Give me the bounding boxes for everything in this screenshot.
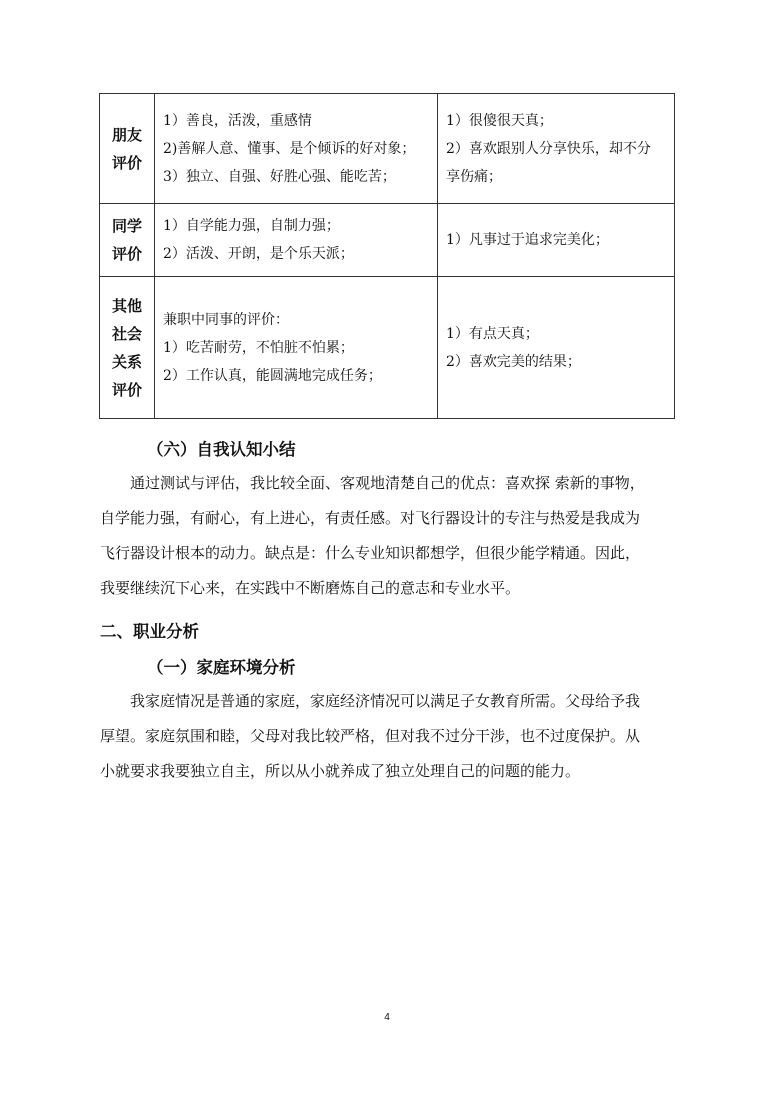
category-label: 社会 <box>111 324 142 343</box>
evaluation-line: 3）独立、自强、好胜心强、能吃苦； <box>163 168 396 185</box>
paragraph-line: 我家庭情况是普通的家庭，家庭经济情况可以满足子女教育所需。父母给予我 <box>130 692 641 710</box>
paragraph-line: 飞行器设计根本的动力。缺点是：什么专业知识都想学，但很少能学精通。因此， <box>100 544 641 562</box>
category-label: 关系 <box>111 352 142 371</box>
table-row <box>100 94 675 204</box>
evaluation-line: 2）喜欢跟别人分享快乐，却不分 <box>446 140 651 157</box>
evaluation-line: 兼职中同事的评价： <box>163 311 289 328</box>
table-row <box>100 277 675 419</box>
evaluation-line: 1）善良，活泼，重感情 <box>163 112 312 129</box>
table-row <box>100 204 675 277</box>
family-environment-paragraph <box>100 684 675 789</box>
category-label: 评价 <box>111 380 142 399</box>
negative-evaluation-cell <box>438 204 675 277</box>
evaluation-line: 1）凡事过于追求完美化； <box>446 232 609 248</box>
evaluation-line: 2）喜欢完美的结果； <box>446 353 581 370</box>
category-label: 评价 <box>111 153 142 172</box>
category-cell <box>100 204 155 277</box>
evaluation-line: 享伤痛； <box>446 168 502 185</box>
part-heading-career-analysis: 二、职业分析 <box>100 622 199 641</box>
evaluation-line: 1）有点天真； <box>446 325 539 342</box>
paragraph-line: 小就要求我要独立自主，所以从小就养成了独立处理自己的问题的能力。 <box>100 762 581 780</box>
category-label: 同学 <box>111 217 142 235</box>
evaluation-line: 2）工作认真，能圆满地完成任务； <box>163 367 382 384</box>
negative-evaluation-cell <box>438 277 675 419</box>
evaluation-line: 2）活泼、开朗，是个乐天派； <box>163 246 354 262</box>
category-cell <box>100 94 155 204</box>
paragraph-line: 厚望。家庭氛围和睦，父母对我比较严格，但对我不过分干涉，也不过度保护。从 <box>100 727 641 745</box>
section-heading-family-environment: （一）家庭环境分析 <box>147 658 296 677</box>
paragraph-line: 自学能力强，有耐心，有上进心，有责任感。对飞行器设计的专注与热爱是我成为 <box>100 509 641 527</box>
evaluation-line: 1）吃苦耐劳，不怕脏不怕累； <box>163 339 354 356</box>
category-cell <box>100 277 155 419</box>
positive-evaluation-cell <box>155 204 438 277</box>
negative-evaluation-cell <box>438 94 675 204</box>
category-label: 其他 <box>111 296 142 315</box>
self-summary-paragraph <box>100 466 675 606</box>
section-heading-self-summary: （六）自我认知小结 <box>147 440 296 459</box>
evaluation-line: 1）很傻很天真； <box>446 112 553 129</box>
positive-evaluation-cell <box>155 277 438 419</box>
evaluation-line: 2)善解人意、懂事、是个倾诉的好对象； <box>163 140 416 157</box>
category-label: 朋友 <box>111 125 142 144</box>
category-label: 评价 <box>111 245 142 263</box>
page-number: 4 <box>384 1012 390 1023</box>
positive-evaluation-cell <box>155 94 438 204</box>
paragraph-line: 通过测试与评估，我比较全面、客观地清楚自己的优点：喜欢探 索新的事物， <box>130 474 645 492</box>
evaluation-line: 1）自学能力强，自制力强； <box>163 218 340 234</box>
evaluation-table <box>99 93 675 419</box>
paragraph-line: 我要继续沉下心来，在实践中不断磨炼自己的意志和专业水平。 <box>100 579 521 597</box>
